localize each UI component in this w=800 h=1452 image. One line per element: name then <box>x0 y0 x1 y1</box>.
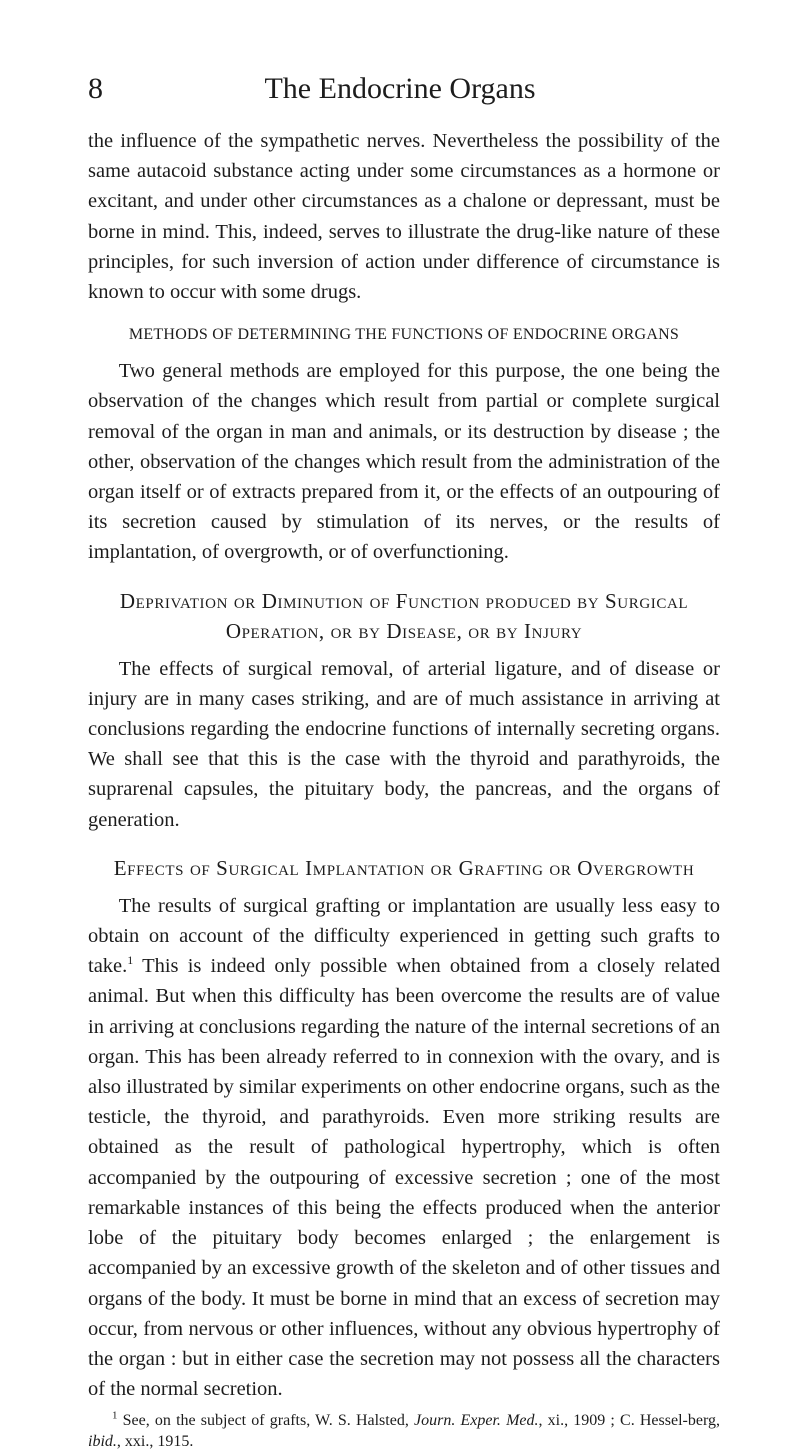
paragraph-deprivation: The effects of surgical removal, of arterial ligature, and of disease or injury are in many cases striking, and are of much assistance in arriving at conclusions regarding the endocrine functions of internally secreting organs. We shall see that this is the case with the thyroid and parathyroids, the suprarenal capsules, the pituitary body, the pancreas, and the organs of generation. <box>88 657 720 831</box>
footnote-mark: 1 <box>112 1409 118 1422</box>
page-header <box>0 66 800 110</box>
footnote-text-c: , xxi., 1915. <box>116 1433 194 1451</box>
paragraph-implantation <box>88 891 720 1404</box>
footnote-reference-mark: 1 <box>127 953 134 968</box>
footnote-journal: Journ. Exper. Med. <box>413 1412 539 1430</box>
footnote-text-b: , xi., 1909 ; C. Hessel-berg, <box>538 1412 721 1430</box>
paragraph-continuation: the influence of the sympathetic nerves. Nevertheless the possibility of the same autacoid substance acting under some circumstances as a hormone or excitant, and under other circumstances as a chalone or depressant, must be borne in mind. This, indeed, serves to illustrate the drug-like nature of these principles, for such inversion of action under difference of circumstance is known to occur with some drugs. <box>88 130 720 304</box>
footnote-ibid: ibid. <box>88 1433 117 1451</box>
paragraph-implantation-text-b: This is indeed only possible when obtained from a closely related animal. But when this difficulty has been overcome the results are of value in arriving at conclusions regarding the nature of the internal secretions of an organ. This has been already referred to in connexion with the ovary, and is also illustrated by similar experiments on other endocrine organs, such as the testicle, the thyroid, and parathyroids. Even more striking results are obtained as the result of pathological hypertrophy, which is often accompanied by the outpouring of excessive secretion ; one of the most remarkable instances of this being the effects produced when the anterior lobe of the pituitary body becomes enlarged ; the enlargement is accompanied by an excessive growth of the skeleton and of other tissues and organs of the body. It must be borne in mind that an excess of secretion may occur, from nervous or other influences, without any obvious hypertrophy of the organ : but in either case the secretion may not possess all the characters of the normal secretion. <box>88 955 720 1401</box>
footnote-text-a: See, on the subject of grafts, W. S. Halsted, <box>117 1412 414 1430</box>
footnote <box>88 1410 720 1452</box>
section-heading-methods: METHODS OF DETERMINING THE FUNCTIONS OF ENDOCRINE ORGANS <box>128 326 680 344</box>
page-body <box>88 126 720 1452</box>
page-number: 8 <box>88 72 103 105</box>
section-heading-implantation: Effects of Surgical Implantation or Grafting or Overgrowth <box>113 855 695 880</box>
section-heading-deprivation: Deprivation or Diminution of Function produced by Surgical Operation, or by Disease, or by Injury <box>119 588 689 643</box>
running-title: The Endocrine Organs <box>264 72 536 105</box>
paragraph-methods: Two general methods are employed for this purpose, the one being the observation of the changes which result from partial or complete surgical removal of the organ in man and animals, or its destruction by disease ; the other, observation of the changes which result from the administration of the organ itself or of extracts prepared from it, or the effects of an outpouring of its secretion caused by stimulation of its nerves, or the results of implantation, of overgrowth, or of overfunctioning. <box>88 360 720 564</box>
paragraph-implantation-text-a: The results of surgical grafting or implantation are usually less easy to obtain on account of the difficulty experienced in getting such grafts to take. <box>88 894 720 978</box>
